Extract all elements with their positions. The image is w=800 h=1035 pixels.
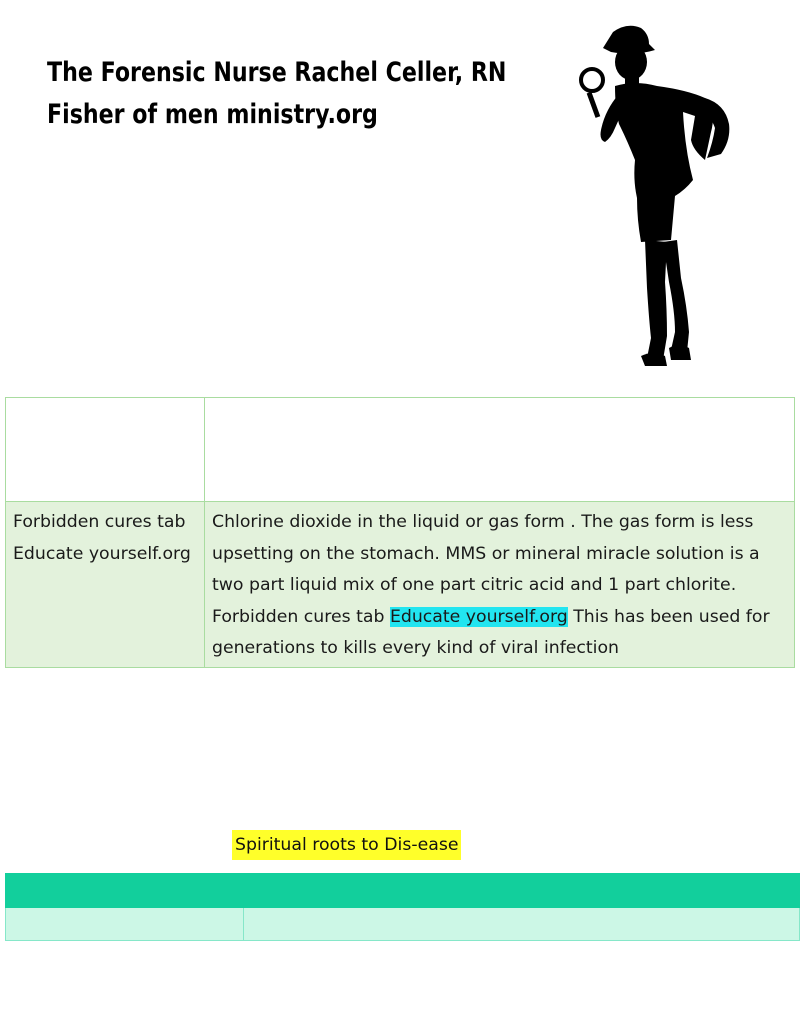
table-row: [5, 908, 800, 941]
cell-text: Forbidden cures tab: [13, 512, 186, 532]
table-cell: [6, 502, 205, 668]
title-line-1: The Forensic Nurse Rachel Celler, RN: [47, 57, 507, 88]
cell-text: This has been used for generations to kills every kind of viral infection: [212, 606, 770, 658]
detective-silhouette-icon: [575, 20, 745, 370]
content-table: [5, 397, 795, 668]
table-cell: [6, 398, 205, 502]
table-header-bar: [5, 873, 800, 908]
cell-text: Educate yourself.org: [13, 543, 191, 564]
section-heading: Spiritual roots to Dis-ease: [232, 830, 461, 860]
table-cell: [205, 502, 795, 668]
table-cell: [6, 908, 244, 940]
table-row: [6, 398, 795, 502]
title-line-2: Fisher of men ministry.org: [47, 99, 378, 130]
cell-text: Chlorine dioxide in the liquid or gas form . The gas form is less upsetting on the stomach. MMS or mineral miracle solution is a two part liquid mix of one part citric acid and 1 part chlorite. Forbidden cures tab: [212, 512, 760, 627]
table-cell: [244, 908, 799, 940]
table-cell: [205, 398, 795, 502]
table-row: [6, 502, 795, 668]
highlighted-link-text: Educate yourself.org: [389, 606, 568, 627]
page-title: [47, 52, 506, 136]
